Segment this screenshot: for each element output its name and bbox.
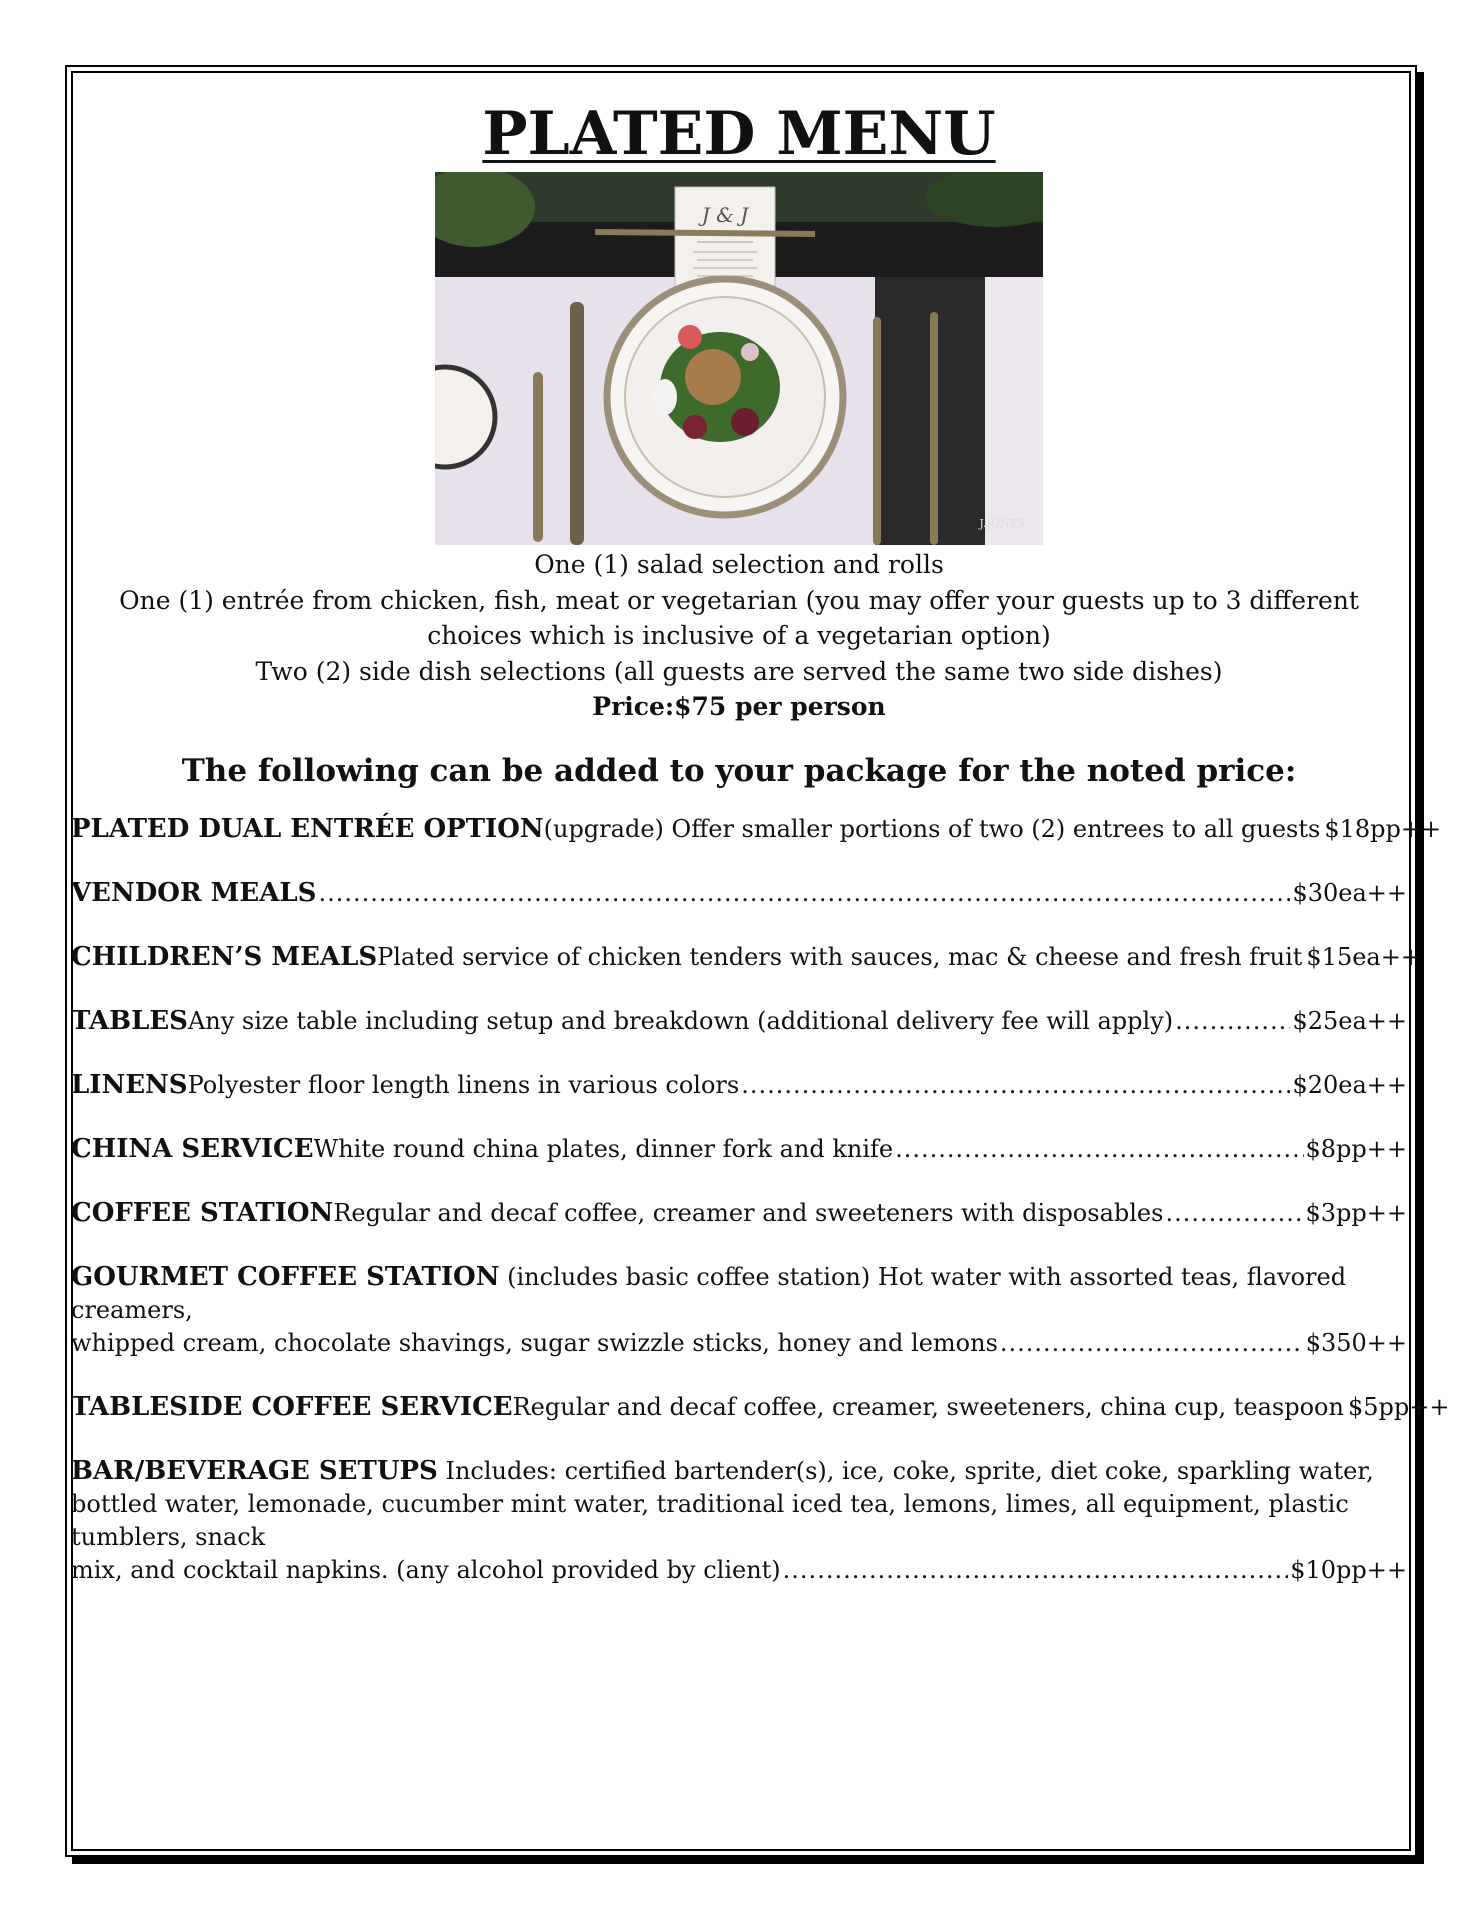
addon-price: $20ea++ [1292, 1070, 1407, 1099]
addon-name: VENDOR MEALS [71, 877, 317, 908]
intro-entree: One (1) entrée from chicken, fish, meat or vegetarian (you may offer your guests up to 3 different choices which is inclusive of a vegetarian option) [119, 585, 1359, 650]
addon-name: GOURMET COFFEE STATION [71, 1261, 500, 1292]
addon-price: $10pp++ [1290, 1555, 1407, 1584]
addon-price: $18pp++ [1324, 814, 1442, 843]
addon-price: $350++ [1305, 1328, 1407, 1357]
addon-item [71, 1261, 1407, 1360]
addon-item [71, 941, 1421, 974]
addon-name: TABLESIDE COFFEE SERVICE [71, 1391, 513, 1422]
photo-watermark: J.JONES [979, 517, 1025, 530]
addon-description-cont: whipped cream, chocolate shavings, sugar swizzle sticks, honey and lemons [71, 1328, 998, 1357]
addon-item [71, 1391, 1450, 1424]
intro-salad: One (1) salad selection and rolls [534, 550, 944, 579]
addon-name: LINENS [71, 1069, 188, 1100]
addon-description-cont: mix, and cocktail napkins. (any alcohol provided by client) [71, 1555, 781, 1584]
addon-name: COFFEE STATION [71, 1197, 334, 1228]
dot-leader [1165, 1197, 1303, 1230]
dot-leader [318, 877, 1290, 910]
addon-description: (includes basic coffee station) Hot water with assorted teas, flavored creamers, [71, 1262, 1347, 1324]
addon-price: $3pp++ [1305, 1198, 1407, 1227]
addon-description: White round china plates, dinner fork and knife [313, 1134, 894, 1163]
table-setting-photo [435, 172, 1043, 545]
addon-item [71, 1455, 1407, 1587]
addon-item [71, 1197, 1407, 1230]
page-title: PLATED MENU [482, 99, 996, 169]
addon-item [71, 1133, 1407, 1166]
dot-leader [1175, 1005, 1290, 1038]
addon-name: BAR/BEVERAGE SETUPS [71, 1455, 438, 1486]
menu-card-text: J & J [701, 203, 749, 227]
addon-name: CHINA SERVICE [71, 1133, 314, 1164]
addon-description: Plated service of chicken tenders with sauces, mac & cheese and fresh fruit [377, 942, 1303, 971]
addons-heading: The following can be added to your package for the noted price: [181, 752, 1297, 789]
addon-item [71, 813, 1442, 846]
menu-content [71, 96, 1450, 1618]
dot-leader [783, 1554, 1289, 1587]
addon-name: CHILDREN’S MEALS [71, 941, 378, 972]
addon-description: Polyester floor length linens in various colors [187, 1070, 740, 1099]
addon-description: Any size table including setup and breakdown (additional delivery fee will apply) [187, 1006, 1174, 1035]
addon-price: $25ea++ [1292, 1006, 1407, 1035]
addon-name: PLATED DUAL ENTRÉE OPTION [71, 813, 544, 844]
addon-description: Includes: certified bartender(s), ice, coke, sprite, diet coke, sparkling water, bottled water, lemonade, cucumber mint water, traditional iced tea, lemons, limes, all equipment, plastic tumblers, snack [71, 1456, 1374, 1551]
dot-leader [895, 1133, 1303, 1166]
package-price: Price:$75 per person [592, 692, 886, 721]
addon-price: $8pp++ [1305, 1134, 1407, 1163]
addon-item [71, 1005, 1407, 1038]
intro-sides: Two (2) side dish selections (all guests are served the same two side dishes) [255, 656, 1223, 686]
addon-item [71, 1069, 1407, 1102]
package-description [71, 547, 1407, 725]
addon-item [71, 877, 1407, 910]
addon-name: TABLES [71, 1005, 188, 1036]
addon-description: Regular and decaf coffee, creamer, sweeteners, china cup, teaspoon [512, 1392, 1344, 1421]
dot-leader [1000, 1327, 1304, 1360]
addon-price: $5pp++ [1347, 1392, 1450, 1421]
addons-list [71, 813, 1450, 1587]
addon-price: $15ea++ [1306, 942, 1421, 971]
addon-description: (upgrade) Offer smaller portions of two (2) entrees to all guests [543, 814, 1321, 843]
dot-leader [741, 1069, 1290, 1102]
addon-description: Regular and decaf coffee, creamer and sweeteners with disposables [333, 1198, 1164, 1227]
addon-price: $30ea++ [1292, 878, 1407, 907]
